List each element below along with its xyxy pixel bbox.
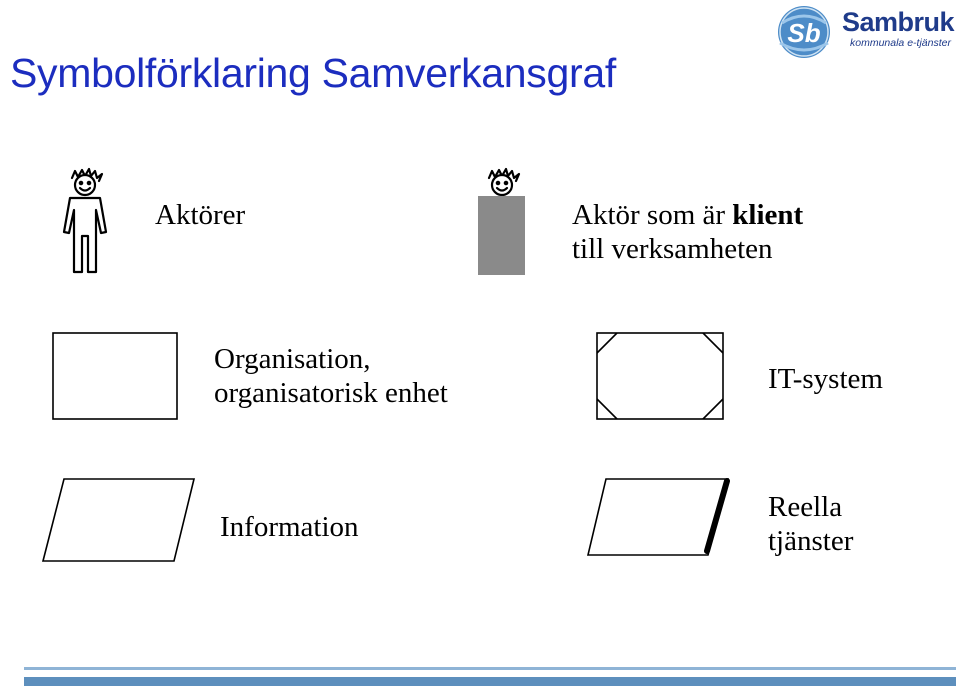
real-services-symbol-icon	[586, 476, 734, 558]
actor-symbol-icon	[58, 168, 112, 278]
client-actor-symbol-icon	[472, 168, 532, 278]
information-symbol-icon	[42, 478, 196, 562]
actors-label: Aktörer	[155, 199, 246, 231]
footer-rule-thin	[24, 667, 956, 670]
logo-tagline: kommunala e-tjänster	[850, 37, 951, 49]
footer-rule-thick	[24, 677, 956, 686]
real-services-label	[768, 490, 853, 558]
logo-name: Sambruk	[842, 7, 955, 37]
client-label-line2: till verksamheten	[572, 233, 773, 265]
organisation-label-line2: organisatorisk enhet	[214, 377, 448, 409]
organisation-label	[214, 342, 448, 410]
organisation-label-line1: Organisation,	[214, 343, 371, 375]
client-label-bold: klient	[732, 199, 804, 231]
information-label: Information	[220, 511, 359, 543]
it-system-label: IT-system	[768, 363, 883, 395]
client-label-prefix: Aktör som är	[572, 199, 733, 231]
it-system-symbol-icon	[596, 332, 724, 420]
sambruk-emblem-icon	[774, 3, 834, 61]
organisation-symbol-icon	[52, 332, 178, 420]
real-services-label-line1: Reella	[768, 491, 843, 523]
client-actor-label	[572, 198, 803, 266]
logo-monogram: Sb	[787, 18, 821, 48]
slide-title: Symbolförklaring Samverkansgraf	[10, 50, 616, 96]
sambruk-logo	[774, 3, 958, 61]
real-services-label-line2: tjänster	[768, 525, 854, 557]
